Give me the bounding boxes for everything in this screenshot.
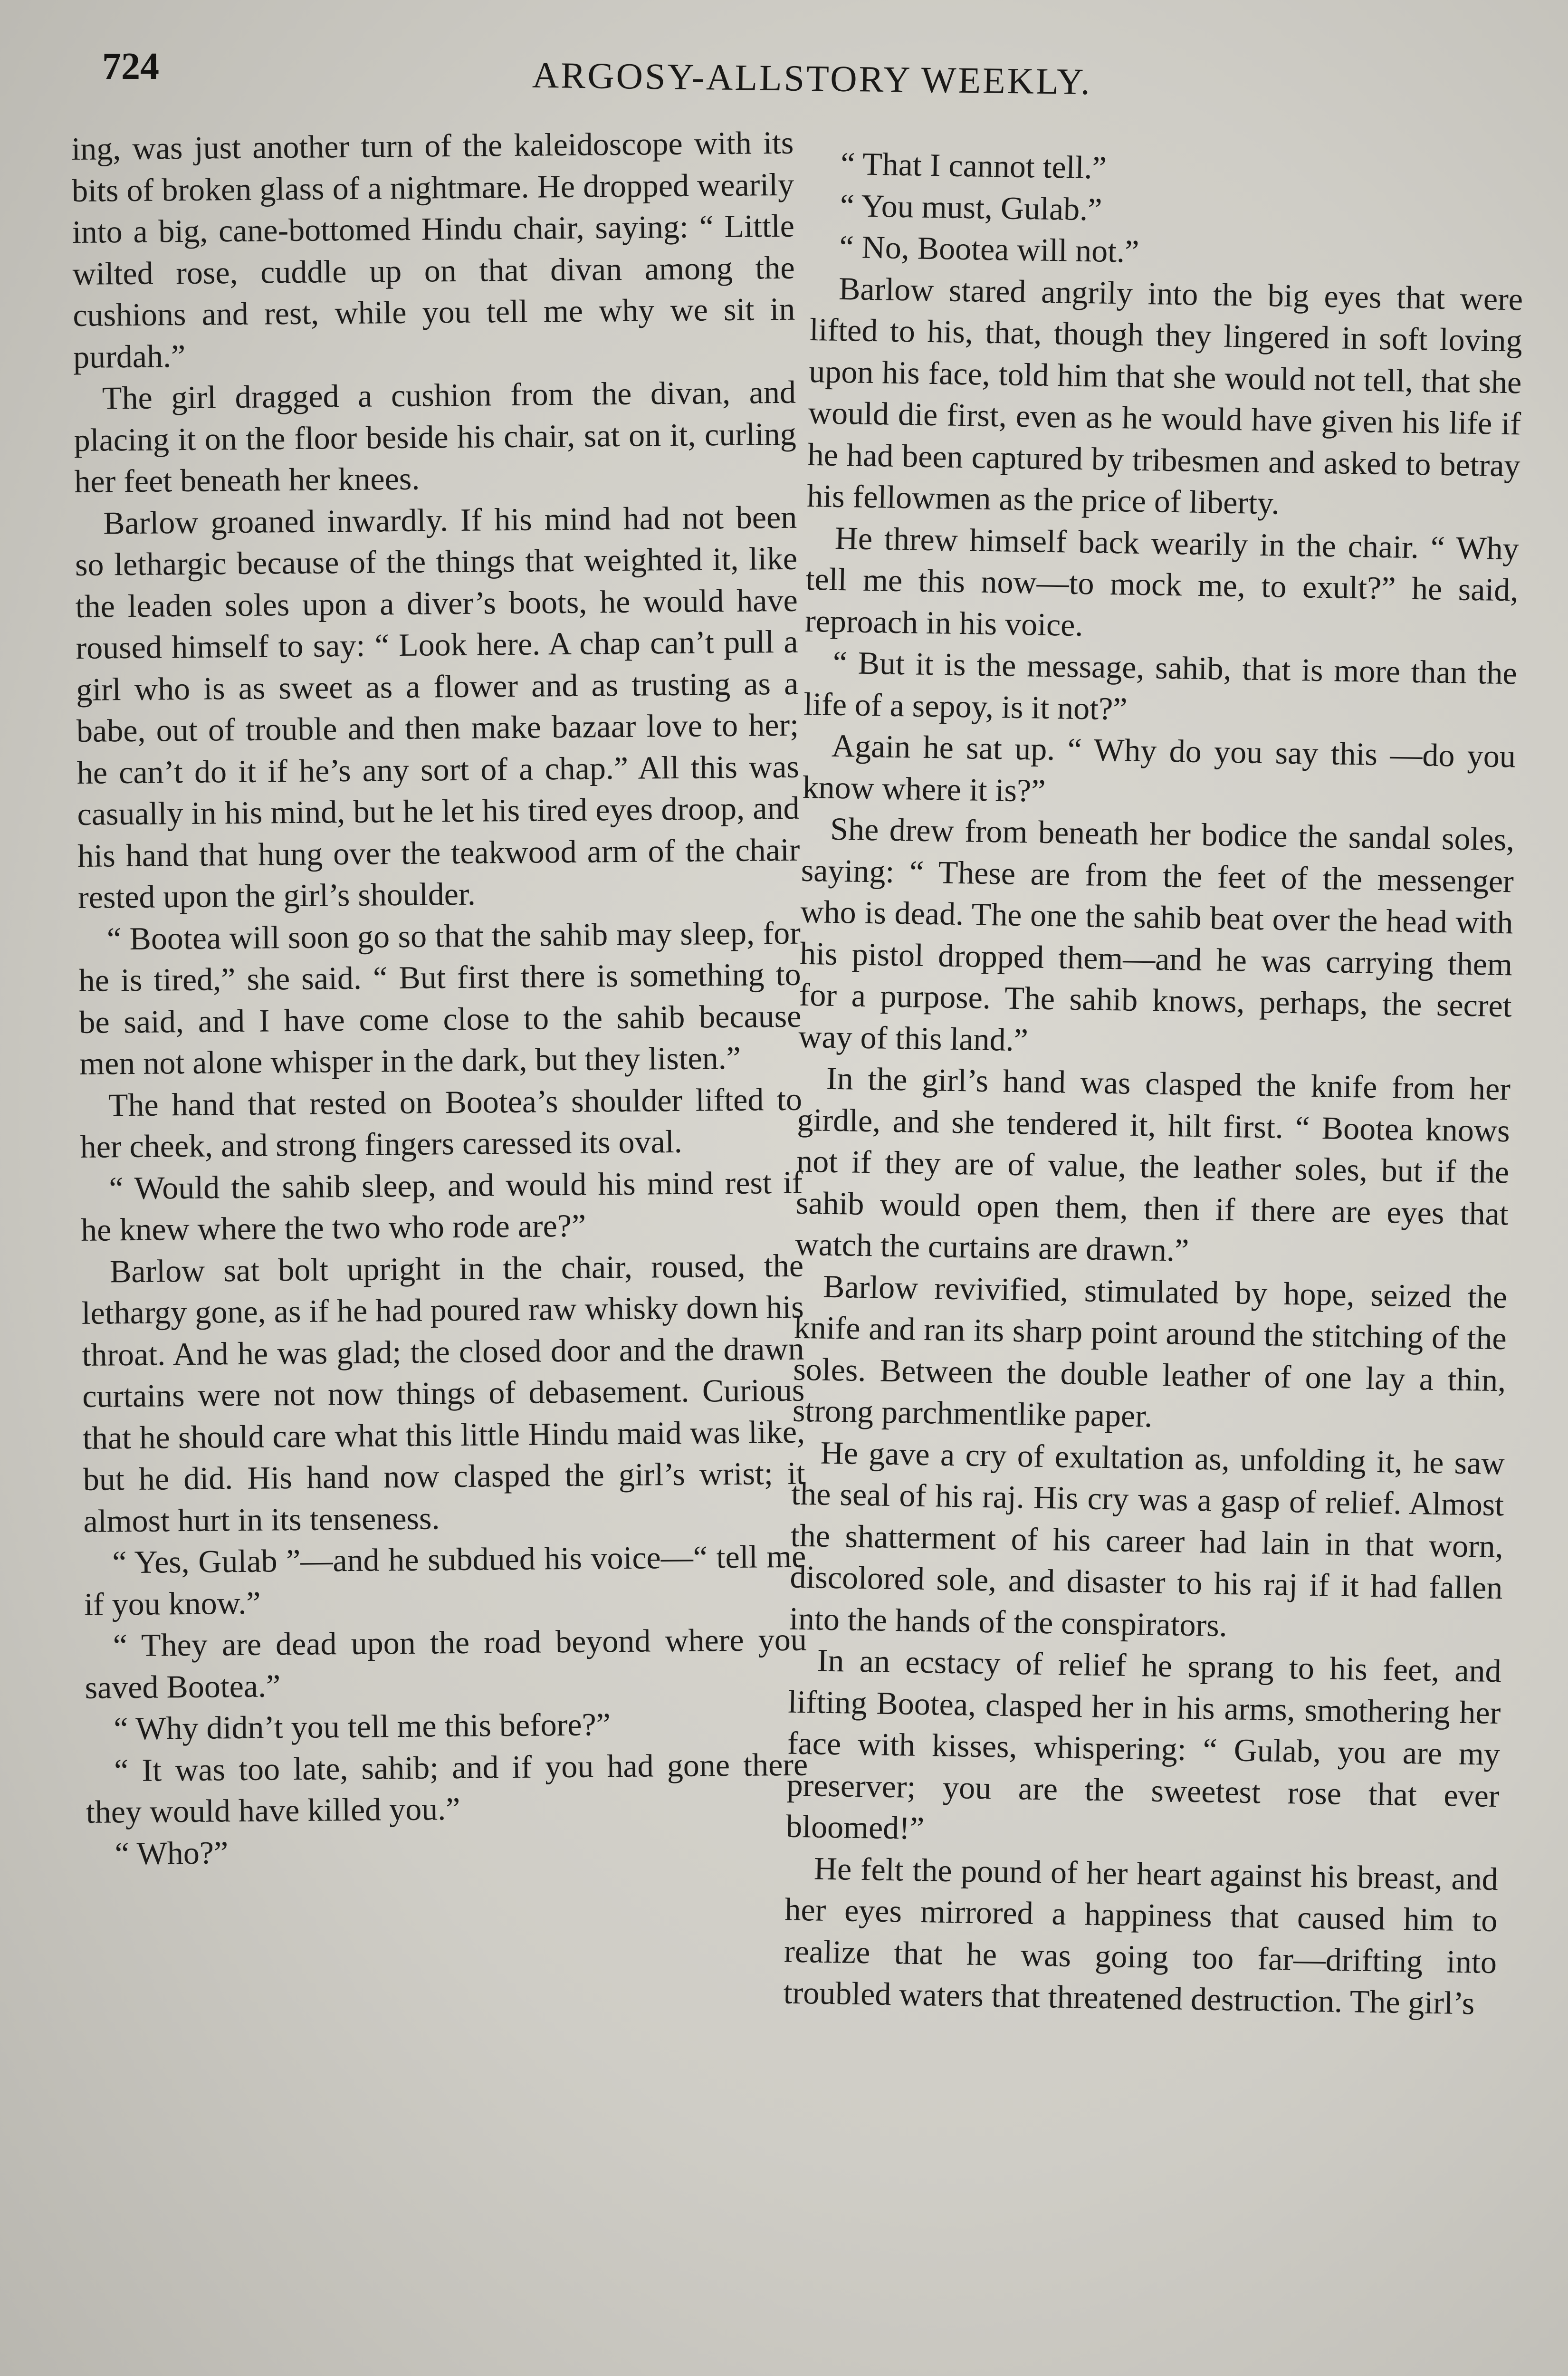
paragraph: In the girl’s hand was clasped the knife from her girdle, and she tendered it, hilt first. “ Bootea knows not if they are of value, the leather soles, but if the sahib would open them, then if there are eyes that watch the curtains are drawn.” [794,1060,1511,1268]
paragraph: She drew from beneath her bodice the sandal soles, saying: “ These are from the feet of the messenger who is dead. The one the sahib beat over the head with his pistol dropped them—and he was carrying them for a purpose. The sahib knows, perhaps, the secret way of this land.” [798,810,1515,1058]
paragraph: ing, was just another turn of the kaleidoscope with its bits of broken glass of a nightmare. He dropped wearily into a big, cane-bottomed Hindu chair, saying: “ Little wilted rose, cuddle up on that divan among the cushions and rest, while you tell me why we sit in purdah.” [71,124,795,375]
paragraph: “ Bootea will soon go so that the sahib may sleep, for he is tired,” she said. “ But first there is something to be said, and I have come close to the sahib because men not alone whisper in the dark, but they listen.” [78,914,802,1082]
paragraph: The hand that rested on Bootea’s shoulder lifted to her cheek, and strong fingers caressed its oval. [80,1081,803,1165]
paragraph: “ Why didn’t you tell me this before?” [114,1706,611,1747]
paragraph: Barlow sat bolt upright in the chair, roused, the lethargy gone, as if he had poured raw whisky down his throat. And he was glad; the closed door and the drawn curtains were not now things of debasement. Curious that he should care what this little Hindu maid was like, but he did. His hand now clasped the girl’s wrist; it almost hurt in its tenseness. [81,1247,806,1539]
paragraph: Barlow groaned inwardly. If his mind had not been so lethargic because of the things that weighted it, like the leaden soles upon a diver’s boots, he would have roused himself to say: “ Look here. A chap can’t pull a girl who is as sweet as a flower and as trusting as a babe, out of trouble and then make bazaar love to her; he can’t do it if he’s any sort of a chap.” All this was casually in his mind, but he let his tired eyes droop, and his hand that hung over the teakwood arm of the chair rested upon the girl’s shoulder. [75,498,800,915]
paragraph: “ They are dead upon the road beyond where you saved Bootea.” [85,1621,807,1705]
paragraph: “ It was too late, sahib; and if you had gone there they would have killed you.” [86,1746,808,1830]
page-number: 724 [102,46,159,87]
paragraph: He felt the pound of her heart against his breast, and her eyes mirrored a happiness that caused him to realize that he was going too far—drifting into troubled waters that threatened destruction. The girl’s [783,1849,1499,2022]
paragraph: “ Would the sahib sleep, and would his mind rest if he knew where the two who rode are?” [80,1164,803,1248]
paragraph: In an ecstacy of relief he sprang to his feet, and lifting Bootea, clasped her in his arms, smothering her face with kisses, whispering: “ Gulab, you are my preserver; you are the sweetest rose that ever bloomed!” [785,1642,1502,1847]
paragraph: Barlow stared angrily into the big eyes that were lifted to his, that, though they lingered in soft loving upon his face, told him that she would not tell, that she would die first, even as he would have given his life if he had been captured by tribesmen and asked to betray his fellowmen as the price of liberty. [806,270,1523,521]
paragraph: “ Who?” [115,1834,229,1871]
paragraph: Barlow revivified, stimulated by hope, seized the knife and ran its sharp point around the stitching of the soles. Between the double leather of one lay a thin, strong parchmentlike paper. [792,1268,1508,1434]
running-head: ARGOSY-ALLSTORY WEEKLY. [532,54,1092,103]
paragraph: The girl dragged a cushion from the divan, and placing it on the floor beside his chair, sat on it, curling her feet beneath her knees. [74,374,796,499]
paragraph: “ That I cannot tell.” [840,145,1107,186]
paragraph: He threw himself back wearily in the chair. “ Why tell me this now—to mock me, to exult?” he said, reproach in his voice. [804,519,1520,643]
paragraph: Again he sat up. “ Why do you say this —do you know where it is?” [802,727,1516,809]
paragraph: “ You must, Gulab.” [840,187,1103,228]
left-column [71,122,809,1875]
paragraph: “ But it is the message, sahib, that is more than the life of a sepoy, is it not?” [803,644,1518,727]
paragraph: “ Yes, Gulab ”—and he subdued his voice—“ tell me if you know.” [84,1538,806,1622]
right-column [783,143,1525,2025]
paragraph: “ No, Bootea will not.” [839,228,1139,269]
paragraph: He gave a cry of exultation as, unfolding it, he saw the seal of his raj. His cry was a gasp of relief. Almost the shatterment of his career had lain in that worn, discolored sole, and disaster to his raj if it had fallen into the hands of the conspirators. [789,1434,1505,1643]
